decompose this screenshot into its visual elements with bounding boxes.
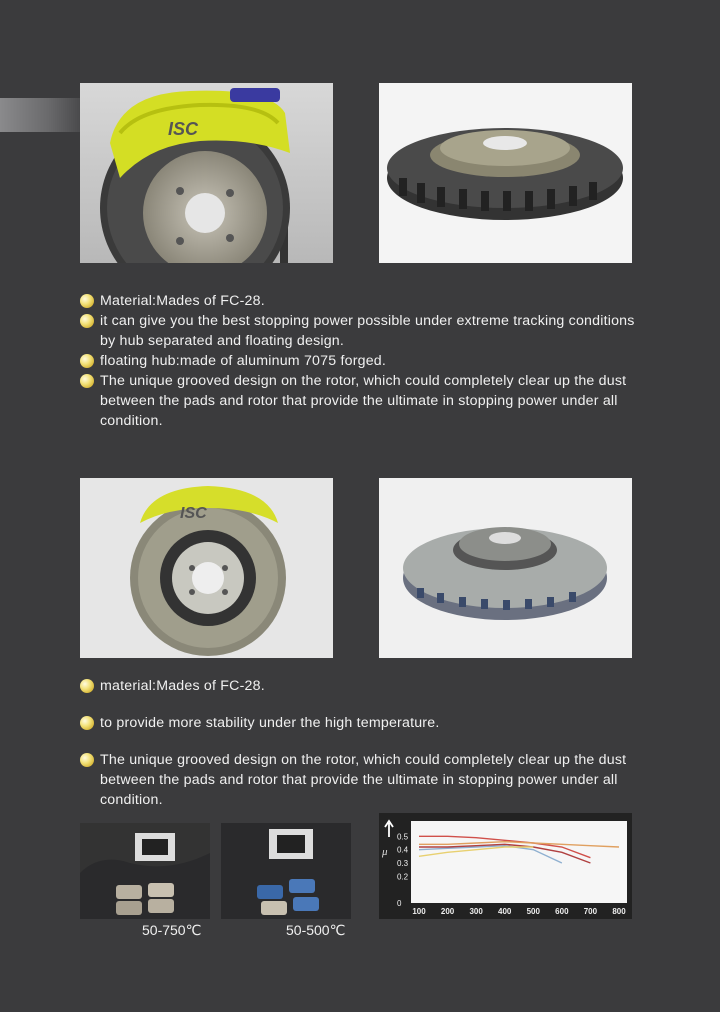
brake-pad-photo-1 (80, 823, 210, 919)
feature-list-1 (80, 291, 640, 431)
friction-chart-svg (379, 813, 632, 919)
bullet-dot-icon (80, 716, 94, 730)
list-item: to provide more stability under the high temperature. (80, 713, 660, 733)
list-item: Material:Mades of FC-28. (80, 291, 640, 311)
x-tick-label: 700 (583, 907, 598, 916)
x-tick-label: 800 (612, 907, 626, 916)
list-item: it can give you the best stopping power possible under extreme tracking conditions by hub separated and floating design. (80, 311, 640, 351)
y-tick-label: 0 (397, 899, 402, 908)
pad-caption-right: 50-500℃ (286, 922, 346, 938)
y-tick-label: 0.3 (397, 859, 409, 868)
bullet-dot-icon (80, 354, 94, 368)
list-item: floating hub:made of aluminum 7075 forged. (80, 351, 640, 371)
bullet-dot-icon (80, 679, 94, 693)
caliper-logo-text: ISC (180, 505, 207, 522)
bullet-dot-icon (80, 294, 94, 308)
pad-caption-left: 50-750℃ (142, 922, 202, 938)
list-item: material:Mades of FC-28. (80, 676, 660, 696)
bullet-dot-icon (80, 374, 94, 388)
bullet-dot-icon (80, 753, 94, 767)
list-item: The unique grooved design on the rotor, which could completely clear up the dust between the pads and rotor that provide the ultimate in stopping power under all condition. (80, 750, 660, 810)
plot-area (411, 821, 627, 903)
friction-chart (379, 813, 632, 919)
caliper-logo-text: ISC (168, 119, 199, 139)
feature-list-2 (80, 676, 660, 810)
x-tick-label: 200 (440, 907, 455, 916)
rotor-photo-1 (379, 83, 632, 263)
bullet-dot-icon (80, 314, 94, 328)
x-tick-label: 400 (498, 907, 512, 916)
section-tab-marker (0, 98, 80, 132)
list-item: The unique grooved design on the rotor, which could completely clear up the dust between the pads and rotor that provide the ultimate in stopping power under all condition. (80, 371, 640, 431)
y-tick-label: 0.2 (397, 872, 409, 882)
x-tick-label: 500 (526, 907, 540, 916)
x-tick-label: 300 (469, 907, 483, 916)
x-tick-label: 600 (555, 907, 569, 916)
y-axis-label: μ (382, 846, 388, 858)
y-tick-label: 0.5 (397, 832, 409, 842)
caliper-photo-2 (80, 478, 333, 658)
brake-pad-photo-2 (221, 823, 351, 919)
rotor-photo-2 (379, 478, 632, 658)
caliper-photo-1 (80, 83, 333, 263)
x-tick-label: 100 (412, 907, 426, 916)
y-tick-label: 0.4 (397, 845, 409, 855)
